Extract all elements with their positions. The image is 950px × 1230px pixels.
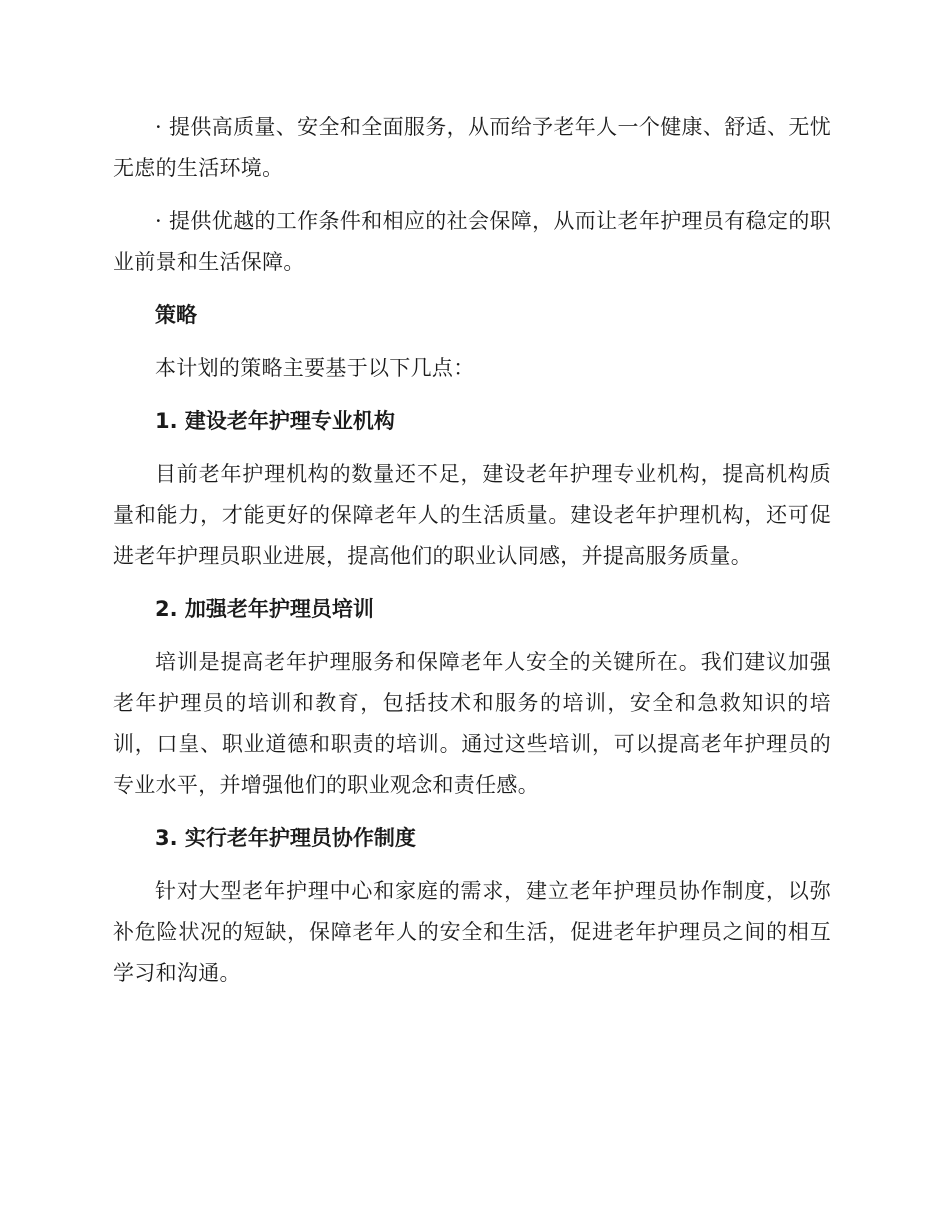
section-title: 策略 [155, 303, 197, 327]
item-heading: 1. 建设老年护理专业机构 [155, 409, 395, 433]
intro-paragraph: 本计划的策略主要基于以下几点： [155, 356, 475, 380]
document-body [113, 107, 831, 994]
item-paragraph: 目前老年护理机构的数量还不足，建设老年护理专业机构，提高机构质量和能力，才能更好的保障老年人的生活质量。建设老年护理机构，还可促进老年护理员职业进展，提高他们的职业认同感，并提高服务质量。 [113, 462, 831, 568]
item-heading: 3. 实行老年护理员协作制度 [155, 826, 416, 850]
item-paragraph: 培训是提高老年护理服务和保障老年人安全的关键所在。我们建议加强老年护理员的培训和教育，包括技术和服务的培训，安全和急救知识的培训，口皇、职业道德和职责的培训。通过这些培训，可以提高老年护理员的专业水平，并增强他们的职业观念和责任感。 [113, 650, 831, 797]
bullet-paragraph: · 提供高质量、安全和全面服务，从而给予老年人一个健康、舒适、无忧无虑的生活环境。 [113, 115, 831, 180]
item-paragraph: 针对大型老年护理中心和家庭的需求，建立老年护理员协作制度，以弥补危险状况的短缺，保障老年人的安全和生活，促进老年护理员之间的相互学习和沟通。 [113, 879, 831, 985]
item-heading: 2. 加强老年护理员培训 [155, 597, 374, 621]
bullet-paragraph: · 提供优越的工作条件和相应的社会保障，从而让老年护理员有稳定的职业前景和生活保障。 [113, 209, 831, 274]
